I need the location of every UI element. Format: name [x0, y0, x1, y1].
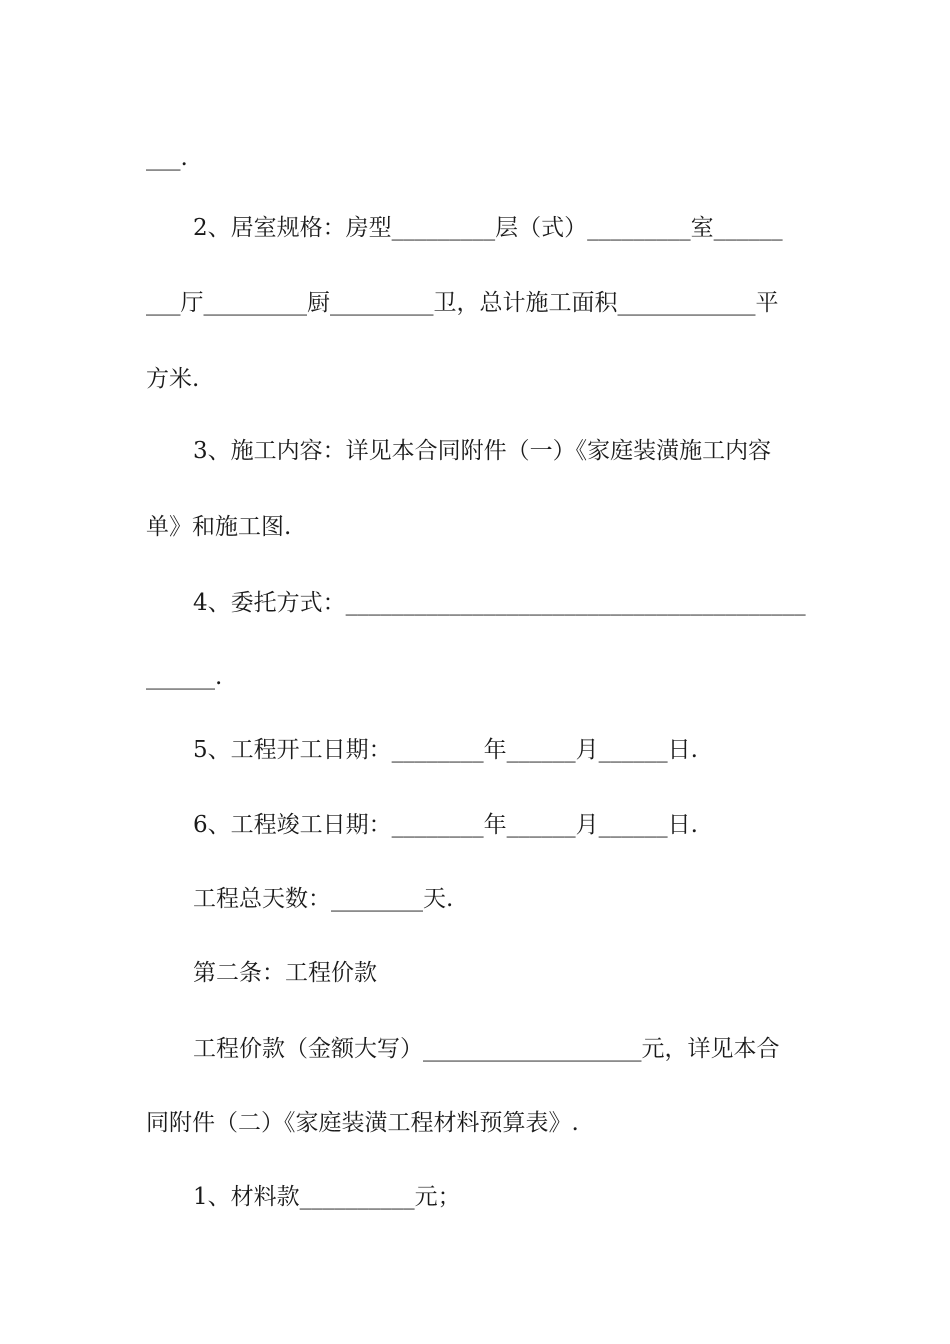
- text-line: 5、工程开工日期：________年______月______日.: [193, 737, 698, 763]
- text-line: 6、工程竣工日期：________年______月______日.: [193, 812, 698, 838]
- text-line: 方米.: [146, 366, 200, 392]
- text-line: 2、居室规格：房型_________层（式）_________室______: [193, 215, 783, 241]
- text-line: 单》和施工图.: [146, 514, 292, 540]
- text-line: 4、委托方式：________________________________________: [193, 590, 806, 616]
- text-line: 1、材料款__________元；: [193, 1184, 461, 1210]
- text-line: ______.: [146, 664, 223, 690]
- text-line: 工程价款（金额大写）___________________元，详见本合: [193, 1036, 780, 1062]
- text-line: 工程总天数：________天.: [193, 886, 454, 912]
- text-line: 同附件（二）《家庭装潢工程材料预算表》.: [146, 1110, 579, 1136]
- text-line: ___.: [146, 145, 188, 171]
- text-line: 3、施工内容：详见本合同附件（一）《家庭装潢施工内容: [193, 438, 772, 464]
- section-heading: 第二条：工程价款: [193, 960, 377, 986]
- text-line: ___厅_________厨_________卫，总计施工面积____________平: [146, 290, 779, 316]
